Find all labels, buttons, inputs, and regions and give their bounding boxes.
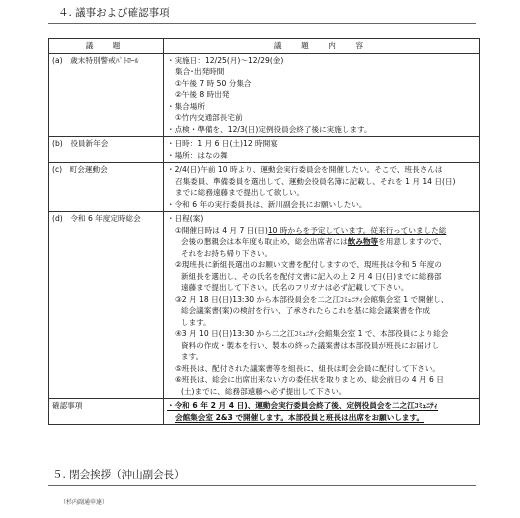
topic-cell xyxy=(49,137,164,163)
content-cell xyxy=(164,212,480,399)
topic-label: 確認事項 xyxy=(52,401,83,410)
content-line: 総会議案書(案)の検討を行い、了承されたらこれを基に総会議案書を作成 xyxy=(181,306,430,315)
table-row xyxy=(49,53,480,137)
topic-cell xyxy=(49,163,164,212)
agenda-table xyxy=(48,38,480,425)
content-line: ⑤班長は、配付された議案書等を組長に、組長は町会会員に配付して下さい。 xyxy=(175,363,440,373)
topic-label: (c) 町会運動会 xyxy=(52,165,108,174)
section-5-heading: ５. 閉会挨拶（沖山副会長） xyxy=(52,469,185,481)
content-cell xyxy=(164,163,480,212)
emphasis-run: ・令和 6 年 2 月 4 日)、運動会実行委員会終了後、定例役員会を二之江ｺﾐｭﾆﾃｨ xyxy=(167,401,438,410)
table-row xyxy=(49,399,480,425)
section-4-heading: ４. 議事および確認事項 xyxy=(58,7,170,19)
content-line: ・点検・準備を、12/3(日)定例役員会終了後に実施します。 xyxy=(167,124,372,134)
content-line xyxy=(167,236,476,248)
content-line: 資料の作成・製本を行い、製本の終った議案書は本部役員が班長にお届けし xyxy=(181,340,440,350)
content-line: ④3 月 10 日(日)13:30 から二之江ｺﾐｭﾆﾃｨ会館集会室 1 で、本部役員により総会 xyxy=(175,329,449,338)
header-topic: 議 題 xyxy=(49,39,164,54)
content-line: ・実施日：12/25(月)〜12/29(金) xyxy=(167,55,284,65)
content-line: 遠藤まで提出して下さい。氏名のフリガナは必ず記載して下さい。 xyxy=(181,283,409,292)
content-line: 集合･出発時間 xyxy=(175,67,225,76)
content-cell xyxy=(164,137,480,163)
content-line: ・令和 6 年の実行委員長は、新川副会長にお願いしたい。 xyxy=(167,199,367,209)
footnote: （杉内副通申達） xyxy=(60,499,109,506)
topic-label: (a) 歳末特別警戒ﾊﾟﾄﾛｰﾙ xyxy=(52,55,139,65)
content-line: ・2/4(日)午前 10 時より、運動会実行委員会を開催したい。そこで、班長さんは xyxy=(167,165,443,174)
content-cell xyxy=(164,53,480,137)
content-line: ③2 月 18 日(日)13:30 から本部役員会を二之江ｺﾐｭﾆﾃｨ会館集会室 1 で開催し、 xyxy=(175,294,449,304)
content-line: までに総務遠藤まで提出して欲しい。 xyxy=(175,188,305,197)
header-content: 議 題 内 容 xyxy=(164,39,480,54)
content-line xyxy=(167,225,476,237)
table-header-row xyxy=(49,39,480,54)
content-line: ①竹内交通部長宅前 xyxy=(175,113,243,122)
content-line: ①午後 7 時 50 分集合 xyxy=(175,78,252,88)
content-line xyxy=(167,412,476,424)
content-line: 召集委員、準備委員を選出して、運動会役員名簿に記載し、それを 1 月 14 日(日) xyxy=(175,176,456,186)
underlined-run: 10 時からを予定しています。従来行っていました総 xyxy=(267,225,447,235)
section-5-rule xyxy=(48,485,476,486)
topic-cell xyxy=(49,212,164,399)
emphasis-run: 会館集会室 2&3 で開催します。本部役員と班長は出席をお願いします。 xyxy=(175,412,425,422)
content-line: ・日時：1 月 6 日(土)12 時開宴 xyxy=(167,139,278,148)
section-4-rule xyxy=(48,23,476,24)
text-run: 会後の懇親会は本年度も取止め、総会出席者には xyxy=(181,237,348,246)
content-line: ②現班長に新組長選出のお願い文書を配付しますので、現班長は令和 5 年度の xyxy=(175,260,442,269)
content-line: ②午後 8 時出発 xyxy=(175,90,230,99)
content-cell xyxy=(164,399,480,425)
table-row xyxy=(49,212,480,399)
table-row xyxy=(49,137,480,163)
table-row xyxy=(49,163,480,212)
content-line: ・集合場所 xyxy=(167,101,205,111)
content-line: ・日程(案) xyxy=(167,214,204,223)
topic-label: (b) 役員新年会 xyxy=(52,139,109,148)
topic-cell xyxy=(49,53,164,137)
content-line xyxy=(167,400,476,412)
content-line: ⑥班長は、総会に出席出来ない方の委任状を取りまとめ、総会前日の 4 月 6 日 xyxy=(175,375,444,384)
content-line: 新組長を選出し、その氏名を配付文書に記入の上 2 月 4 日(日)までに総務部 xyxy=(181,271,442,281)
content-line: ・場所：はなの舞 xyxy=(167,150,228,160)
topic-label: (d) 令和 6 年度定時総会 xyxy=(52,214,141,223)
text-run: ①開催日時は 4 月 7 日(日) xyxy=(175,225,268,235)
content-line: します。 xyxy=(181,317,211,327)
text-run: を用意しますので、 xyxy=(378,237,447,246)
emphasis-run: 飲み物等 xyxy=(347,237,379,246)
content-line: ます。 xyxy=(181,352,204,361)
content-line: (土)までに、総務部遠藤へ必ず提出して下さい。 xyxy=(181,386,347,396)
topic-cell xyxy=(49,399,164,425)
content-line: それをお持ち帰り下さい。 xyxy=(181,248,273,258)
